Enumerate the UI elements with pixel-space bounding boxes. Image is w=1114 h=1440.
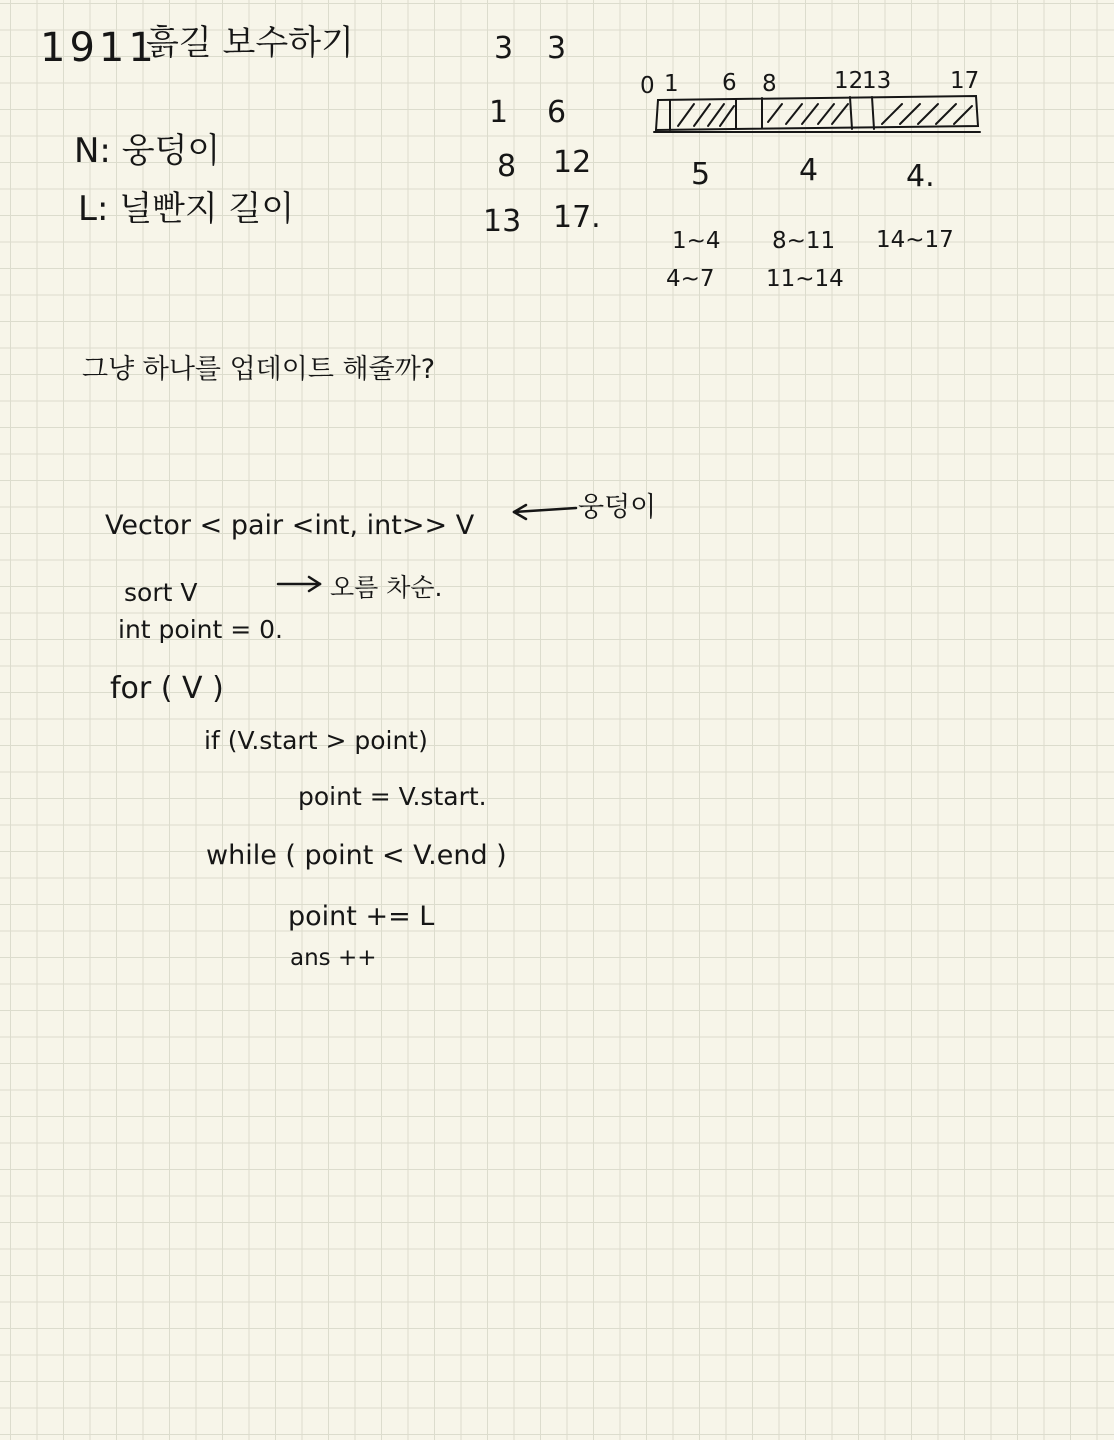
definition-l: L: 널빤지 길이 <box>78 189 295 229</box>
input-row-3-a: 8 <box>497 149 517 184</box>
input-row-1-a: 3 <box>494 31 514 66</box>
code-line-if: if (V.start > point) <box>204 726 428 755</box>
input-row-4-a: 13 <box>483 204 522 239</box>
range-2-b: 11~14 <box>766 266 844 292</box>
code-line-vector-note: 웅덩이 <box>578 492 657 523</box>
input-row-3-b: 12 <box>553 145 592 180</box>
code-line-ans: ans ++ <box>290 945 377 971</box>
code-line-vector: Vector < pair <int, int>> V <box>105 510 475 541</box>
diagram-label-1: 1 <box>664 71 679 97</box>
diagram-label-8: 8 <box>762 71 777 97</box>
code-line-point-add: point += L <box>288 901 435 932</box>
range-1-b: 4~7 <box>666 266 715 292</box>
road-bar-drawing <box>650 92 990 142</box>
diagram-label-0: 0 <box>640 73 655 99</box>
problem-name: 흙길 보수하기 <box>146 23 354 63</box>
input-row-2-a: 1 <box>489 95 509 130</box>
code-line-for: for ( V ) <box>110 671 224 706</box>
diagram-label-12: 12 <box>834 68 864 94</box>
input-row-4-b: 17. <box>553 200 601 235</box>
code-line-while: while ( point < V.end ) <box>206 840 507 871</box>
code-line-sort-note: 오름 차순. <box>330 573 443 602</box>
code-line-sort: sort V <box>124 578 198 607</box>
code-line-int-point: int point = 0. <box>118 615 283 644</box>
diagram-label-13: 13 <box>862 68 892 94</box>
diagram-label-17: 17 <box>950 68 980 94</box>
right-arrow-icon <box>276 574 326 594</box>
range-1-a: 1~4 <box>672 228 721 254</box>
input-row-2-b: 6 <box>547 95 567 130</box>
count-puddle-2: 4 <box>799 153 819 188</box>
input-row-1-b: 3 <box>547 31 567 66</box>
problem-number: 1911 <box>40 25 158 71</box>
code-line-point-assign: point = V.start. <box>298 782 487 811</box>
count-puddle-3: 4. <box>906 159 935 194</box>
range-2-a: 8~11 <box>772 228 836 254</box>
definition-n: N: 웅덩이 <box>74 131 221 171</box>
left-arrow-icon <box>510 502 580 522</box>
range-3-a: 14~17 <box>876 227 954 253</box>
question-note: 그냥 하나를 업데이트 해줄까? <box>82 354 436 385</box>
count-puddle-1: 5 <box>691 157 711 192</box>
diagram-label-6: 6 <box>722 70 737 96</box>
